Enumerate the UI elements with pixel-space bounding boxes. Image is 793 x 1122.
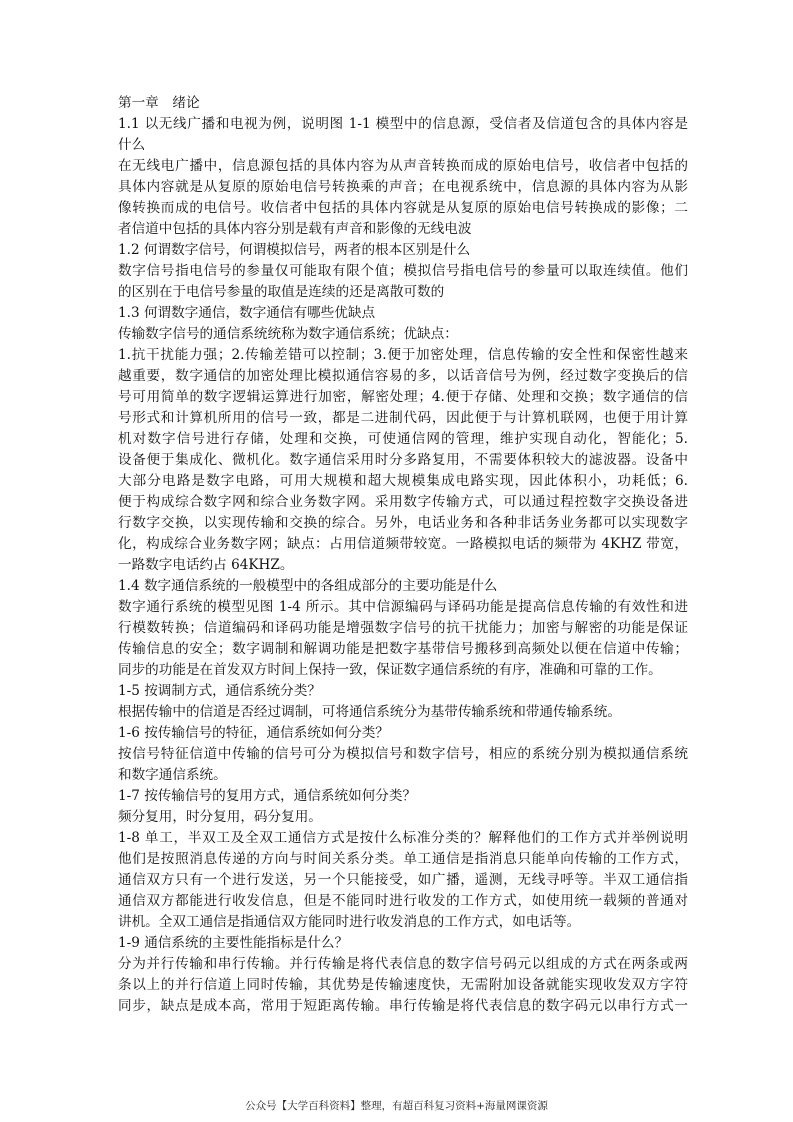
text-line: 1.1 以无线广播和电视为例，说明图 1-1 模型中的信息源，受信者及信道包含的具体内容是 [118, 116, 688, 132]
text-line: 1-7 按传输信号的复用方式，通信系统如何分类？ [118, 788, 417, 804]
paragraph [118, 156, 688, 240]
paragraph [118, 576, 688, 597]
text-line: 数字通行系统的模型见图 1-4 所示。其中信源编码与译码功能是提高信息传输的有效性和进 [118, 599, 688, 615]
text-line: 按信号特征信道中传输的信号可分为模拟信号和数字信号，相应的系统分别为模拟通信系统 [118, 746, 688, 762]
text-line: 一路数字电话约占 64KHZ。 [118, 557, 294, 573]
paragraph [118, 261, 688, 303]
document-body [118, 93, 688, 1017]
paragraph [118, 345, 688, 576]
text-line: 在无线电广播中，信息源包括的具体内容为从声音转换而成的原始电信号，收信者中包括的 [118, 158, 688, 174]
text-line: 1-5 按调制方式，通信系统分类？ [118, 683, 321, 699]
text-line: 具体内容就是从复原的原始电信号转换乘的声音；在电视系统中，信息源的具体内容为从影 [118, 179, 688, 195]
text-line: 传输数字信号的通信系统统称为数字通信系统；优缺点： [118, 326, 458, 342]
text-line: 通信双方只有一个进行发送，另一个只能接受，如广播，遥测，无线寻呼等。半双工通信指 [118, 872, 688, 888]
text-line: 行模数转换；信道编码和译码功能是增强数字信号的抗干扰能力；加密与解密的功能是保证 [118, 620, 688, 636]
text-line: 什么 [118, 137, 146, 153]
paragraph [118, 240, 688, 261]
text-line: 化，构成综合业务数字网；缺点：占用信道频带较宽。一路模拟电话的频带为 4KHZ 带宽， [118, 536, 688, 552]
paragraph [118, 324, 688, 345]
text-line: 便于构成综合数字网和综合业务数字网。采用数字传输方式，可以通过程控数字交换设备进 [118, 494, 688, 510]
text-line: 分为并行传输和串行传输。并行传输是将代表信息的数字信号码元以组成的方式在两条或两 [118, 956, 688, 972]
text-line: 同步的功能是在首发双方时间上保持一致，保证数字通信系统的有序，准确和可靠的工作。 [118, 662, 662, 678]
text-line: 传输信息的安全；数字调制和解调功能是把数字基带信号搬移到高频处以便在信道中传输； [118, 641, 688, 657]
text-line: 1.3 何谓数字通信，数字通信有哪些优缺点 [118, 305, 376, 321]
text-line: 频分复用，时分复用，码分复用。 [118, 809, 322, 825]
page-footer: 公众号【大学百科资料】整理，有超百科复习资料+海量网课资源 [245, 1100, 548, 1112]
text-line: 设备便于集成化、微机化。数字通信采用时分多路复用，不需要体积较大的滤波器。设备中 [118, 452, 688, 468]
text-line: 行数字交换，以实现传输和交换的综合。另外，电话业务和各种非话务业务都可以实现数字 [118, 515, 688, 531]
text-line: 根据传输中的信道是否经过调制，可将通信系统分为基带传输系统和带通传输系统。 [118, 704, 621, 720]
text-line: 号可用简单的数字逻辑运算进行加密，解密处理；4.便于存储、处理和交换；数字通信的信 [118, 389, 688, 405]
text-line: 1-6 按传输信号的特征，通信系统如何分类？ [118, 725, 389, 741]
paragraph [118, 744, 688, 786]
paragraph [118, 597, 688, 681]
text-line: 第一章 绪论 [118, 95, 200, 111]
text-line: 条以上的并行信道上同时传输，其优势是传输速度快，无需附加设备就能实现收发双方字符 [118, 977, 688, 993]
text-line: 大部分电路是数字电路，可用大规模和超大规模集成电路实现，因此体积小，功耗低；6. [118, 473, 688, 489]
paragraph [118, 933, 688, 954]
text-line: 越重要，数字通信的加密处理比模拟通信容易的多，以话音信号为例，经过数字变换后的信 [118, 368, 688, 384]
paragraph [118, 681, 688, 702]
text-line: 和数字通信系统。 [118, 767, 227, 783]
text-line: 机对数字信号进行存储，处理和交换，可使通信网的管理，维护实现自动化，智能化；5. [118, 431, 688, 447]
text-line: 1-9 通信系统的主要性能指标是什么？ [118, 935, 349, 951]
text-line: 数字信号指电信号的参量仅可能取有限个值；模拟信号指电信号的参量可以取连续值。他们 [118, 263, 688, 279]
paragraph [118, 723, 688, 744]
text-line: 1.2 何谓数字信号，何谓模拟信号，两者的根本区别是什么 [118, 242, 471, 258]
paragraph [118, 954, 688, 1017]
paragraph [118, 807, 688, 828]
text-line: 号形式和计算机所用的信号一致，都是二进制代码，因此便于与计算机联网，也便于用计算 [118, 410, 688, 426]
text-line: 1.4 数字通信系统的一般模型中的各组成部分的主要功能是什么 [118, 578, 498, 594]
text-line: 的区别在于电信号参量的取值是连续的还是离散可数的 [118, 284, 445, 300]
text-line: 者信道中包括的具体内容分别是载有声音和影像的无线电波 [118, 221, 472, 237]
paragraph [118, 114, 688, 156]
text-line: 像转换而成的电信号。收信者中包括的具体内容就是从复原的原始电信号转换成的影像；二 [118, 200, 688, 216]
paragraph [118, 828, 688, 933]
paragraph [118, 93, 688, 114]
paragraph [118, 702, 688, 723]
text-line: 通信双方都能进行收发信息，但是不能同时进行收发的工作方式，如使用统一载频的普通对 [118, 893, 688, 909]
text-line: 同步，缺点是成本高，常用于短距离传输。串行传输是将代表信息的数字码元以串行方式一 [118, 998, 688, 1014]
text-line: 他们是按照消息传递的方向与时间关系分类。单工通信是指消息只能单向传输的工作方式， [118, 851, 688, 867]
paragraph [118, 303, 688, 324]
text-line: 1-8 单工，半双工及全双工通信方式是按什么标准分类的？解释他们的工作方式并举例说明 [118, 830, 688, 846]
text-line: 1.抗干扰能力强；2.传输差错可以控制；3.便于加密处理，信息传输的安全性和保密性越来 [118, 347, 688, 363]
paragraph [118, 786, 688, 807]
text-line: 讲机。全双工通信是指通信双方能同时进行收发消息的工作方式，如电话等。 [118, 914, 581, 930]
